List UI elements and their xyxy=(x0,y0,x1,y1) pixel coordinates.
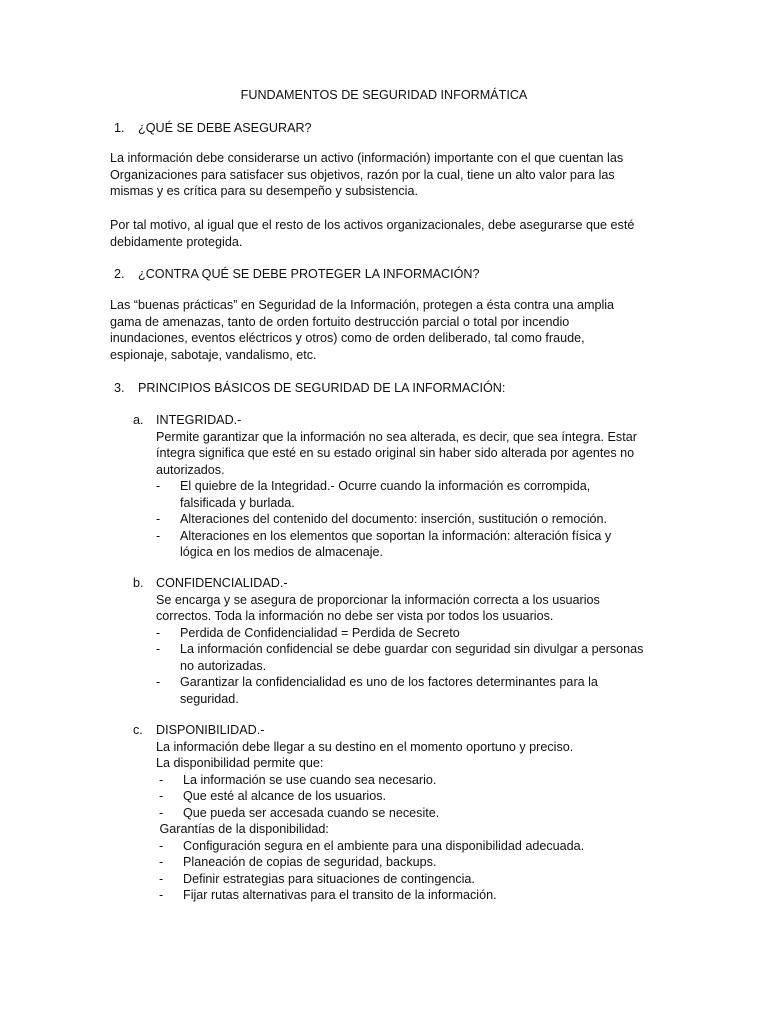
section-1-heading: 1. ¿QUÉ SE DEBE ASEGURAR? xyxy=(114,121,312,135)
list-item: - Que esté al alcance de los usuarios. xyxy=(159,789,387,803)
list-item: - La información confidencial se debe guardar con seguridad sin divulgar a personas no autorizadas. xyxy=(156,642,644,673)
document-title: FUNDAMENTOS DE SEGURIDAD INFORMÁTICA xyxy=(240,88,528,102)
list-item: - Planeación de copias de seguridad, backups. xyxy=(159,855,437,869)
list-item: - Configuración segura en el ambiente para una disponibilidad adecuada. xyxy=(159,838,585,853)
list-item: - Que pueda ser accesada cuando se necesite. xyxy=(159,805,440,820)
section-2-paragraph: Las “buenas prácticas” en Seguridad de la Información, protegen a ésta contra una amplia gama de amenazas, tanto de orden fortuito destrucción parcial o total por incendio inundaciones, eventos eléctricos y otros) como de orden deliberado, tal como fraude, espionaje, sabotaje, vandalismo, etc. xyxy=(110,298,615,362)
section-1-paragraph-1: La información debe considerarse un activo (información) importante con el que cuentan las Organizaciones para satisfacer sus objetivos, razón por la cual, tiene un alto valor para las mismas y es crítica para su desempeño y subsistencia. xyxy=(110,151,624,198)
list-item: - El quiebre de la Integridad.- Ocurre cuando la información es corrompida, falsificada y burlada. xyxy=(156,479,591,510)
section-2-heading: 2. ¿CONTRA QUÉ SE DEBE PROTEGER LA INFORMACIÓN? xyxy=(114,267,480,281)
list-item: - Fijar rutas alternativas para el transito de la información. xyxy=(159,888,497,902)
integridad-text: Permite garantizar que la información no sea alterada, es decir, que sea íntegra. Estar íntegra significa que esté en su estado original sin haber sido alterada por agentes no autorizados. - El quiebre de la Integridad.- Ocurre cuando la información es corrompida, falsificada y burlada. - Alteraciones del contenido del documento: inserción, sustitución o remoción. - Alteraciones en los elementos que soportan la información: alteración física y lógica en los medios de almacenaje. xyxy=(156,429,676,561)
disponibilidad-text: La información debe llegar a su destino en el momento oportuno y preciso. La disponibilidad permite que: - La información se use cuando sea necesario. - Que esté al alcance de los usuarios. - Que pueda ser accesada cuando se necesite. Garantías de la disponibilidad: - Configuración segura en el ambiente para una disponibilidad adecuada. - Planeación de copias de seguridad, backups. - Definir estrategias para situaciones de contingencia. - Fijar rutas alternativas para el transito de la información. xyxy=(156,739,676,904)
section-1-paragraph-2: Por tal motivo, al igual que el resto de los activos organizacionales, debe asegurarse que esté debidamente protegida. xyxy=(110,218,635,249)
list-item: - Perdida de Confidencialidad = Perdida de Secreto xyxy=(156,625,460,640)
list-item: - La información se use cuando sea necesario. xyxy=(159,772,437,787)
list-item: - Alteraciones en los elementos que soportan la información: alteración física y lógica en los medios de almacenaje. xyxy=(156,528,612,559)
confidencialidad-text: Se encarga y se asegura de proporcionar la información correcta a los usuarios correctos. Toda la información no debe ser vista por todos los usuarios. - Perdida de Confidencialidad = Perdida de Secreto - La información confidencial se debe guardar con seguridad sin divulgar a personas no autorizadas. - Garantizar la confidencialidad es uno de los factores determinantes para la seguridad. xyxy=(156,592,676,708)
list-item: - Garantizar la confidencialidad es uno de los factores determinantes para la seguridad. xyxy=(156,675,598,706)
list-item: - Alteraciones del contenido del documento: inserción, sustitución o remoción. xyxy=(156,512,608,526)
list-item: - Definir estrategias para situaciones de contingencia. xyxy=(159,871,475,886)
document-page: FUNDAMENTOS DE SEGURIDAD INFORMÁTICA 1. ¿QUÉ SE DEBE ASEGURAR? La información debe considerarse un activo (información) importante con el que cuentan las Organizaciones para satisfacer sus objetivos, razón por la cual, tiene un alto valor para las mismas y es crítica para su desempeño y subsistencia. Por tal motivo, al igual que el resto de los activos organizacionales, debe asegurarse que esté debidamente protegida. 2. ¿CONTRA QUÉ SE DEBE PROTEGER LA INFORMACIÓN? Las “buenas prácticas” en Seguridad de la Información, protegen a ésta contra una amplia gama de amenazas, tanto de orden fortuito destrucción parcial o total por incendio inundaciones, eventos eléctricos y otros) como de orden deliberado, tal como fraude, espionaje, sabotaje, vandalismo, etc. 3. PRINCIPIOS BÁSICOS DE SEGURIDAD DE LA INFORMACIÓN: a. INTEGRIDAD.- Permite garantizar que la información no sea alterada, es decir, que sea íntegra. Estar íntegra significa que esté en su estado original sin haber sido alterada por agentes no autorizados. - El quiebre de la Integridad.- Ocurre cuando la información es corrompida, falsificada y burlada. - Alteraciones del contenido del documento: inserción, sustitución o remoción. - Alteraciones en los elementos que soportan la información: alteración física y lógica en los medios de almacenaje. b. CONFIDENCIALIDAD.- Se encarga y se asegura de proporcionar la información correcta a los usuarios correctos. Toda la información no debe ser vista por todos los usuarios. - Perdida de Confidencialidad = Perdida de Secreto - La información confidencial se debe guardar con seguridad sin divulgar a personas no autorizadas. - Garantizar la confidencialidad es uno de los factores determinantes para la seguridad. c. DISPONIBILIDAD.- La información debe llegar a su destino en el momento oportuno y preciso. La disponibilidad permite que: - La información se use cuando sea necesario. - Que esté al alcance de los usuarios. - Que pueda ser accesada cuando se necesite. Garantías de la disponibilidad: - Configuración segura en el ambiente para una disponibilidad adecuada. - Planeación de copias de seguridad, backups. - Definir estrategias para situaciones de contingencia. - Fijar rutas alternativas para el transito de la información. xyxy=(0,0,768,1024)
section-3-heading: 3. PRINCIPIOS BÁSICOS DE SEGURIDAD DE LA INFORMACIÓN: xyxy=(114,381,506,395)
guarantees-label: Garantías de la disponibilidad: xyxy=(156,822,329,836)
